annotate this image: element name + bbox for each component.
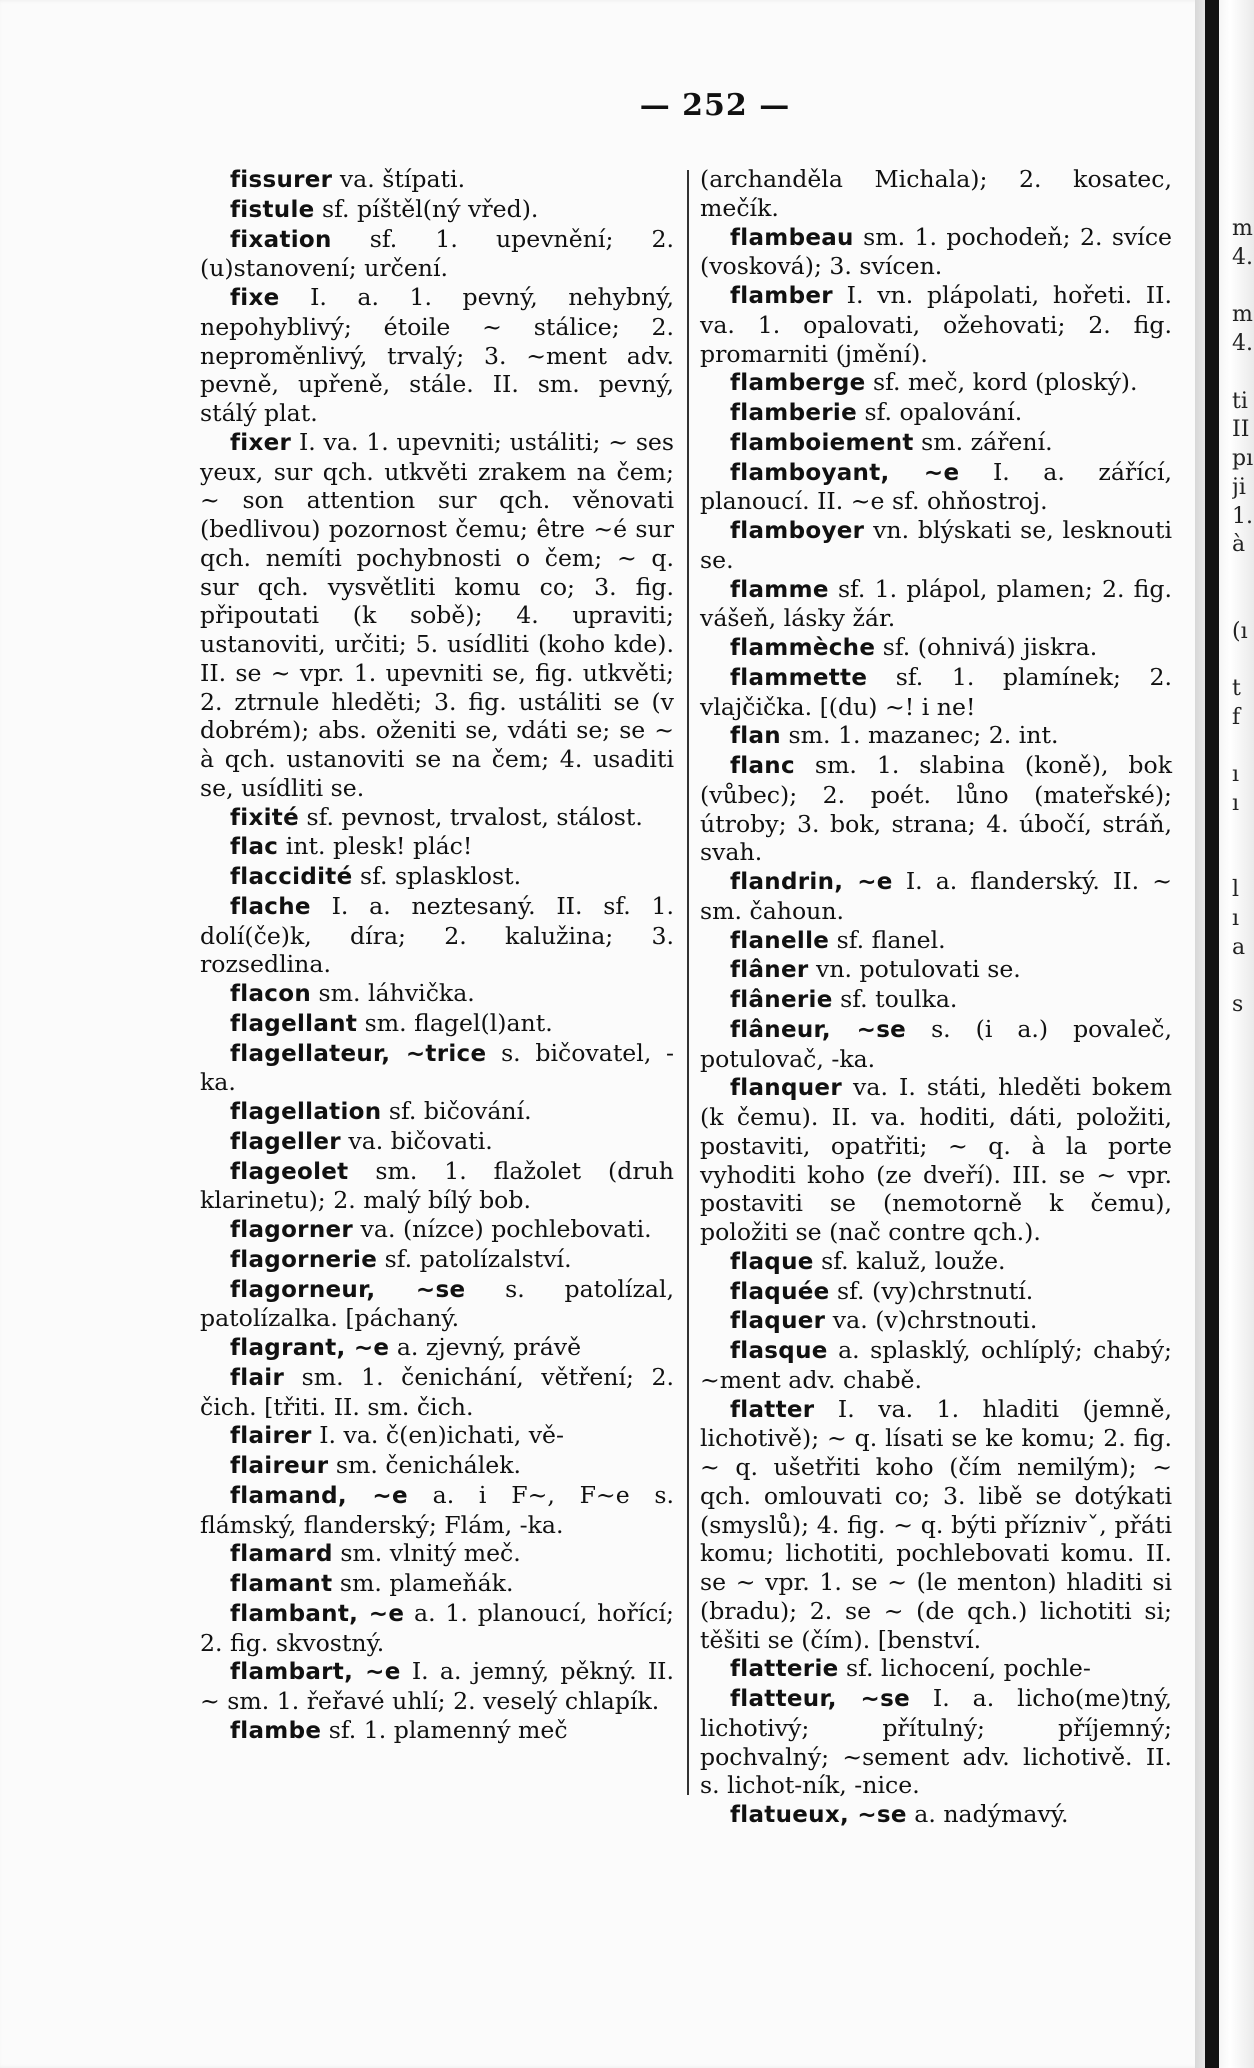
entry-definition: sf. 1. plamenný meč bbox=[328, 1715, 568, 1744]
dictionary-entry bbox=[200, 195, 674, 225]
entry-definition: sf. 1. upevnění; 2. (u)stanovení; určení. bbox=[200, 224, 675, 283]
dictionary-entry bbox=[200, 1245, 674, 1275]
entry-headword: flâneur, ~se bbox=[730, 1016, 907, 1043]
edge-fragment: pı bbox=[1232, 446, 1254, 471]
entry-headword: flamant bbox=[230, 1571, 333, 1597]
entry-definition: vn. blýskati se, lesknouti se. bbox=[700, 516, 1173, 574]
entry-definition: int. plesk! plác! bbox=[285, 832, 473, 861]
entry-headword: flaque bbox=[730, 1248, 814, 1275]
entry-headword: flair bbox=[230, 1364, 285, 1391]
entry-definition: sm. flagel(l)ant. bbox=[364, 1008, 553, 1037]
entry-definition: sm. 1. flažolet (druh klarinetu); 2. malý bílý bob. bbox=[200, 1156, 675, 1215]
entry-headword: flanquer bbox=[730, 1075, 842, 1102]
entry-headword: flacon bbox=[230, 981, 312, 1007]
edge-fragment bbox=[1232, 359, 1254, 388]
dictionary-entry bbox=[700, 867, 1172, 926]
entry-headword: fixe bbox=[230, 285, 280, 311]
dictionary-entry bbox=[200, 283, 674, 428]
entry-headword: flagellateur, ~trice bbox=[230, 1040, 487, 1067]
entry-headword: flatteur, ~se bbox=[730, 1686, 910, 1712]
entry-headword: flamber bbox=[730, 283, 833, 309]
entry-definition: I. a. jemný, pěkný. II. ~ sm. 1. řeřavé uhlí; 2. veselý chlapík. bbox=[200, 1657, 674, 1715]
edge-fragment: 4. bbox=[1232, 331, 1253, 356]
entry-definition: sf. patolízalství. bbox=[384, 1244, 572, 1273]
edge-fragment: a bbox=[1232, 934, 1246, 960]
entry-headword: fixité bbox=[230, 804, 300, 831]
dictionary-entry bbox=[700, 926, 1172, 956]
dictionary-entry bbox=[200, 428, 674, 803]
edge-fragment bbox=[1232, 560, 1254, 589]
entry-headword: fistule bbox=[230, 196, 315, 223]
edge-fragment bbox=[1232, 646, 1254, 675]
dictionary-entry bbox=[700, 985, 1172, 1015]
entry-definition: a. zjevný, právě bbox=[396, 1333, 582, 1361]
dictionary-entry bbox=[700, 1800, 1172, 1830]
dictionary-entry bbox=[700, 1015, 1172, 1074]
dictionary-entry bbox=[200, 1157, 674, 1216]
entry-definition: sm. 1. slabina (koně), bok (vůbec); 2. poét. lůno (mateřské); útroby; 3. bok, strana; 4. úbočí, stráň, svah. bbox=[700, 751, 1173, 867]
dictionary-entry bbox=[200, 1481, 674, 1540]
entry-definition: sm. záření. bbox=[921, 427, 1053, 456]
dictionary-entry bbox=[200, 832, 674, 862]
entry-definition: va. (nízce) pochlebovati. bbox=[360, 1215, 652, 1243]
dictionary-entry bbox=[200, 862, 674, 892]
entry-headword: flamberie bbox=[730, 400, 857, 426]
dictionary-entry bbox=[200, 1657, 674, 1716]
entry-headword: flânerie bbox=[730, 987, 833, 1013]
entry-definition: I. va. č(en)ichati, vě- bbox=[319, 1421, 564, 1450]
entry-headword: flagellation bbox=[230, 1099, 382, 1125]
entry-definition: sf. (ohnivá) jiskra. bbox=[882, 633, 1098, 661]
edge-fragment: ı bbox=[1232, 762, 1240, 788]
entry-headword: flaquer bbox=[730, 1308, 826, 1335]
dictionary-entry bbox=[200, 1539, 674, 1569]
entry-headword: flatterie bbox=[730, 1656, 839, 1683]
entry-headword: flatter bbox=[730, 1396, 815, 1423]
edge-fragment: ı bbox=[1232, 791, 1240, 816]
entry-headword: flambeau bbox=[730, 224, 854, 251]
dictionary-entry bbox=[700, 575, 1172, 634]
entry-definition: sf. meč, kord (ploský). bbox=[873, 368, 1138, 397]
entry-definition: I. va. 1. upevniti; ustáliti; ~ ses yeux, sur qch. utkvěti zrakem na čem; ~ son attention sur qch. věnovati (bedlivou) pozornost čemu; être ~é sur qch. nemíti pochybnosti o čem; ~ q. sur qch. vysvětliti komu co; 3. fig. připoutati (k sobě); 4. upraviti; ustanoviti, určiti; 5. usídliti (koho kde). II. se ~ vpr. 1. upevniti se, fig. utkvěti; 2. ztrnule hleděti; 3. fig. ustáliti se (v dobrém); abs. oženiti se, vdáti se; se ~ à qch. ustanoviti se na čem; 4. usaditi se, usídliti se. bbox=[200, 427, 674, 802]
entry-definition: va. (v)chrstnouti. bbox=[832, 1306, 1038, 1335]
page-gutter-bar bbox=[1205, 0, 1219, 2068]
entry-definition: a. nadýmavý. bbox=[914, 1800, 1069, 1828]
entry-definition: va. I. státi, hleděti bokem (k čemu). II. va. hoditi, dáti, položiti, postaviti, opatřiti; ~ q. à la porte vyhoditi koho (ze dveří). III. se ~ vpr. postaviti se (nemotorně k čemu), položiti se (nač contre qch.). bbox=[700, 1073, 1172, 1246]
entry-definition: sm. vlnitý meč. bbox=[340, 1539, 521, 1568]
entry-headword: flamboyant, ~e bbox=[730, 459, 960, 486]
entry-definition: sf. splasklost. bbox=[360, 862, 522, 890]
edge-fragment: f bbox=[1232, 704, 1241, 730]
dictionary-entry bbox=[700, 223, 1172, 282]
entry-headword: flammette bbox=[730, 664, 868, 691]
entry-definition: sf. kaluž, louže. bbox=[821, 1246, 1006, 1275]
dictionary-entry bbox=[200, 1716, 674, 1746]
entry-definition: (archanděla Michala); 2. kosatec, mečík. bbox=[700, 165, 1172, 222]
edge-fragment bbox=[1232, 589, 1254, 618]
entry-headword: flamme bbox=[730, 576, 829, 603]
entry-headword: flamberge bbox=[730, 370, 866, 397]
dictionary-entry bbox=[200, 1097, 674, 1127]
dictionary-entry bbox=[700, 751, 1172, 867]
dictionary-entry bbox=[200, 165, 674, 195]
entry-headword: flaquée bbox=[730, 1278, 830, 1305]
dictionary-entry bbox=[200, 1569, 674, 1599]
entry-definition: sf. bičování. bbox=[388, 1097, 532, 1125]
dictionary-entry bbox=[200, 1215, 674, 1245]
adjacent-page-fragments bbox=[1232, 215, 1254, 1020]
entry-headword: fixer bbox=[230, 429, 292, 456]
entry-definition: sf. lichocení, pochle- bbox=[846, 1654, 1091, 1683]
edge-fragment: à bbox=[1232, 532, 1246, 558]
right-column bbox=[700, 165, 1172, 1830]
entry-headword: flache bbox=[230, 893, 311, 920]
entry-headword: flanc bbox=[730, 753, 795, 779]
entry-definition: sm. 1. čenichání, větření; 2. čich. [třiti. II. sm. čich. bbox=[200, 1362, 675, 1421]
entry-headword: flan bbox=[730, 723, 781, 750]
entry-headword: flamard bbox=[230, 1541, 333, 1568]
dictionary-entry bbox=[200, 1275, 674, 1334]
entry-definition: sf. píštěl(ný vřed). bbox=[322, 194, 539, 223]
entry-headword: flatueux, ~se bbox=[730, 1802, 907, 1828]
edge-fragment: 4. bbox=[1232, 244, 1253, 270]
dictionary-entry bbox=[700, 1654, 1172, 1684]
entry-definition: sm. 1. mazanec; 2. int. bbox=[788, 721, 1059, 750]
entry-headword: flamand, ~e bbox=[230, 1482, 408, 1509]
edge-fragment: l bbox=[1232, 877, 1240, 903]
entry-headword: flammèche bbox=[730, 635, 876, 661]
dictionary-entry bbox=[200, 1127, 674, 1157]
entry-headword: flagorneur, ~se bbox=[230, 1276, 466, 1303]
edge-fragment bbox=[1232, 963, 1254, 992]
entry-definition: a. i F~, F~e s. flámský, flanderský; Flám, -ka. bbox=[200, 1480, 675, 1539]
entry-headword: flasque bbox=[730, 1338, 828, 1364]
entry-headword: flanelle bbox=[730, 927, 830, 954]
edge-fragment: t bbox=[1232, 676, 1241, 701]
entry-headword: flageller bbox=[230, 1128, 341, 1155]
edge-fragment bbox=[1232, 848, 1254, 877]
edge-fragment: II bbox=[1232, 417, 1250, 443]
dictionary-entry bbox=[200, 1333, 674, 1363]
entry-headword: flageolet bbox=[230, 1158, 349, 1185]
entry-definition: va. štípati. bbox=[339, 165, 466, 193]
entry-headword: flamboyer bbox=[730, 518, 865, 544]
dictionary-entry bbox=[200, 1363, 674, 1422]
edge-fragment bbox=[1232, 273, 1254, 302]
dictionary-entry bbox=[200, 1599, 674, 1658]
entry-definition: sf. 1. plápol, plamen; 2. fig. vášeň, lásky žár. bbox=[700, 574, 1172, 633]
entry-definition: I. a. 1. pevný, nehybný, nepohyblivý; étoile ~ stálice; 2. neproměnlivý, trvalý; 3. ~ment adv. pevně, upřeně, stále. II. sm. pevný, stálý plat. bbox=[200, 283, 675, 427]
dictionary-entry bbox=[700, 516, 1172, 575]
dictionary-entry bbox=[700, 1306, 1172, 1336]
dictionary-entry bbox=[700, 1073, 1172, 1247]
edge-fragment: ı bbox=[1232, 906, 1240, 931]
entry-definition: s. (i a.) povaleč, potulovač, -ka. bbox=[700, 1014, 1172, 1073]
entry-definition: sf. toulka. bbox=[840, 985, 958, 1013]
dictionary-entry bbox=[200, 979, 674, 1009]
entry-headword: flagrant, ~e bbox=[230, 1335, 390, 1361]
dictionary-entry bbox=[700, 721, 1172, 751]
dictionary-entry bbox=[700, 955, 1172, 985]
entry-headword: flandrin, ~e bbox=[730, 869, 893, 895]
entry-definition: sf. 1. plamínek; 2. vlajčička. [(du) ~! i ne! bbox=[700, 662, 1173, 721]
dictionary-entry bbox=[200, 1451, 674, 1481]
dictionary-entry bbox=[700, 458, 1172, 517]
entry-definition: sm. láhvička. bbox=[318, 979, 475, 1007]
edge-fragment: ji bbox=[1232, 474, 1246, 500]
dictionary-entry bbox=[700, 663, 1172, 722]
entry-definition: I. a. flanderský. II. ~ sm. čahoun. bbox=[700, 867, 1172, 925]
dictionary-entry bbox=[700, 1684, 1172, 1800]
edge-fragment: s bbox=[1232, 992, 1244, 1018]
edge-fragment: m bbox=[1232, 302, 1253, 328]
dictionary-entry bbox=[200, 225, 674, 284]
entry-headword: flaccidité bbox=[230, 864, 353, 890]
entry-definition: I. a. licho(me)tný, lichotivý; přítulný; příjemný; pochvalný; ~sement adv. lichotivě. II. s. lichot-ník, -nice. bbox=[700, 1684, 1172, 1800]
dictionary-entry bbox=[700, 1247, 1172, 1277]
dictionary-entry bbox=[200, 892, 674, 979]
entry-definition: a. 1. planoucí, hořící; 2. fig. skvostný. bbox=[200, 1598, 674, 1657]
dictionary-entry bbox=[700, 1336, 1172, 1395]
dictionary-entry bbox=[700, 633, 1172, 663]
entry-definition: s. bičovatel, -ka. bbox=[200, 1038, 674, 1097]
dictionary-entry bbox=[700, 428, 1172, 458]
entry-headword: flac bbox=[230, 834, 279, 861]
entry-headword: flambe bbox=[230, 1717, 322, 1744]
dictionary-entry bbox=[200, 1009, 674, 1039]
left-column bbox=[200, 165, 674, 1746]
dictionary-entry bbox=[200, 1039, 674, 1098]
column-divider bbox=[687, 170, 689, 1795]
entry-definition: sm. 1. pochodeň; 2. svíce (vosková); 3. svícen. bbox=[700, 222, 1173, 281]
edge-fragment bbox=[1232, 819, 1254, 848]
dictionary-entry bbox=[200, 1421, 674, 1451]
entry-headword: fissurer bbox=[230, 167, 333, 193]
entry-definition: sm. čenichálek. bbox=[335, 1451, 522, 1479]
entry-headword: flairer bbox=[230, 1423, 312, 1450]
entry-headword: flagorner bbox=[230, 1217, 354, 1243]
dictionary-entry bbox=[200, 803, 674, 833]
edge-fragment: (ı bbox=[1232, 618, 1248, 644]
entry-definition: vn. potulovati se. bbox=[816, 955, 1021, 984]
entry-definition: I. a. neztesaný. II. sf. 1. dolí(če)k, díra; 2. kalužina; 3. rozsedlina. bbox=[200, 891, 675, 979]
dictionary-entry bbox=[700, 368, 1172, 398]
dictionary-entry bbox=[700, 1395, 1172, 1655]
entry-definition: I. va. 1. hladiti (jemně, lichotivě); ~ q. lísati se ke komu; 2. fig. ~ q. ušetřiti koho (čím nemilým); ~ qch. omlouvati co; 3. libě se dotýkati (smyslů); 4. fig. ~ q. býti příznivˇ, přáti komu; lichotiti, pochlebovati komu. II. se ~ vpr. 1. se ~ (le menton) hladiti si (bradu); 2. se ~ (de qch.) lichotiti si; těšiti se (čím). [benství. bbox=[700, 1394, 1172, 1654]
edge-fragment: 1. bbox=[1232, 503, 1253, 529]
entry-definition: sf. opalování. bbox=[864, 398, 1023, 426]
dictionary-entry bbox=[700, 281, 1172, 368]
entry-definition: sf. (vy)chrstnutí. bbox=[837, 1276, 1034, 1305]
entry-definition: sf. flanel. bbox=[836, 925, 946, 954]
entry-headword: flagornerie bbox=[230, 1246, 378, 1273]
dictionary-entry bbox=[700, 165, 1172, 223]
entry-definition: a. splasklý, ochlíplý; chabý; ~ment adv. chabě. bbox=[700, 1336, 1173, 1394]
entry-headword: flambart, ~e bbox=[230, 1659, 401, 1686]
entry-definition: sm. plameňák. bbox=[339, 1569, 514, 1597]
entry-definition: s. patolízal, patolízalka. [páchaný. bbox=[200, 1274, 674, 1333]
entry-headword: flaireur bbox=[230, 1453, 329, 1479]
dictionary-entry bbox=[700, 398, 1172, 428]
edge-fragment: ti bbox=[1232, 388, 1248, 414]
entry-definition: sf. pevnost, trvalost, stálost. bbox=[306, 802, 643, 831]
entry-definition: I. a. zářící, planoucí. II. ~e sf. ohňostroj. bbox=[700, 457, 1172, 516]
page-number: — 252 — bbox=[639, 88, 791, 123]
entry-headword: flagellant bbox=[230, 1010, 358, 1037]
edge-fragment: m bbox=[1232, 216, 1253, 241]
entry-headword: flâner bbox=[730, 957, 809, 984]
edge-fragment bbox=[1232, 733, 1254, 762]
entry-headword: fixation bbox=[230, 226, 332, 253]
entry-headword: flambant, ~e bbox=[230, 1600, 405, 1627]
entry-definition: I. vn. plápolati, hořeti. II. va. 1. opalovati, ožehovati; 2. fig. promarniti (jmění). bbox=[700, 281, 1172, 368]
entry-definition: va. bičovati. bbox=[348, 1126, 493, 1155]
entry-headword: flamboiement bbox=[730, 429, 914, 456]
dictionary-entry bbox=[700, 1277, 1172, 1307]
